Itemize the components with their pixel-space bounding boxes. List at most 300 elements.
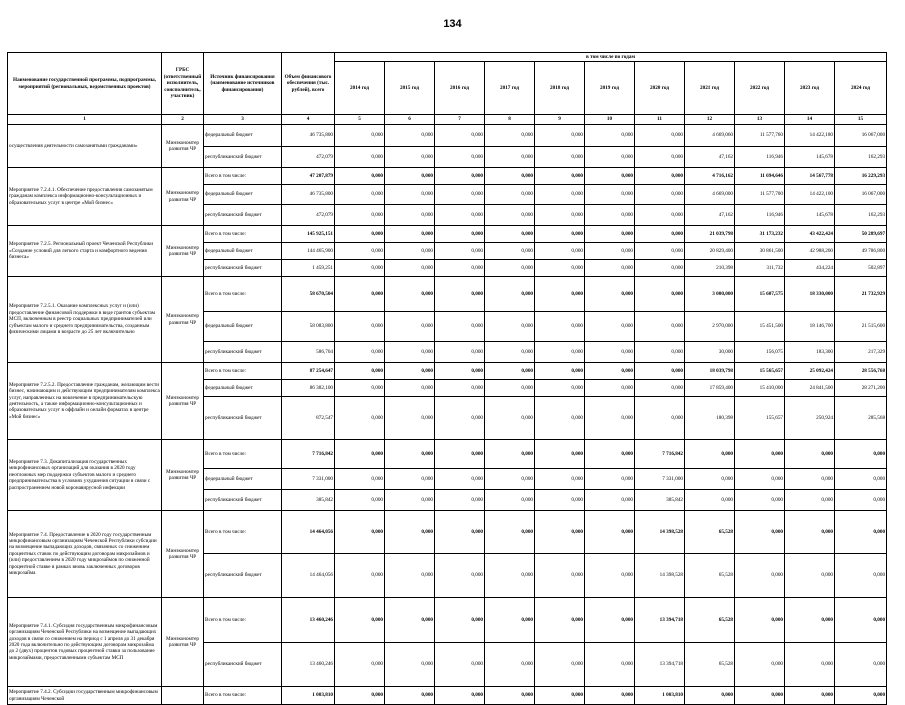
year-value-cell: 21 732,929 — [835, 277, 887, 312]
column-number: 5 — [335, 115, 385, 125]
year-value-cell: 7 716,842 — [635, 440, 685, 469]
total-cell: 385,842 — [282, 490, 335, 511]
year-value-cell: 0,000 — [435, 277, 485, 312]
year-value-cell: 0,000 — [485, 363, 535, 380]
year-value-cell: 0,000 — [735, 440, 785, 469]
column-number: 11 — [635, 115, 685, 125]
year-value-cell: 0,000 — [535, 205, 585, 226]
year-value-cell: 0,000 — [485, 554, 535, 598]
year-value-cell: 0,000 — [385, 312, 435, 342]
year-value-cell: 0,000 — [385, 397, 435, 440]
year-value-cell: 0,000 — [585, 687, 635, 705]
year-value-cell: 16 067,000 — [835, 185, 887, 205]
year-value-cell: 0,000 — [435, 511, 485, 554]
total-cell: 13 460,246 — [282, 643, 335, 687]
year-value-cell: 0,000 — [535, 147, 585, 168]
year-value-cell: 0,000 — [385, 277, 435, 312]
year-value-cell: 0,000 — [435, 125, 485, 147]
column-number: 2 — [162, 115, 204, 125]
year-value-cell: 0,000 — [335, 312, 385, 342]
year-value-cell: 28 556,768 — [835, 363, 887, 380]
year-value-cell: 0,000 — [835, 511, 887, 554]
funding-source-cell: Всего в том числе: — [204, 363, 282, 380]
year-value-cell: 0,000 — [385, 380, 435, 397]
total-cell: 14 464,056 — [282, 511, 335, 554]
year-value-cell: 0,000 — [335, 185, 385, 205]
year-value-cell: 0,000 — [485, 147, 535, 168]
year-value-cell: 0,000 — [635, 185, 685, 205]
year-value-cell: 18 039,798 — [685, 363, 735, 380]
year-value-cell: 0,000 — [335, 554, 385, 598]
year-value-cell: 14 422,180 — [785, 125, 835, 147]
year-value-cell: 0,000 — [835, 687, 887, 705]
total-cell: 7 716,842 — [282, 440, 335, 469]
funding-source-cell: федеральный бюджет — [204, 125, 282, 147]
funding-source-cell: республиканский бюджет — [204, 342, 282, 363]
grbs-cell: Минэкономтер развития ЧР — [162, 363, 204, 440]
header-program: Наименование государственной программы, подпрограммы, мероприятий (региональных, ведомственных проектов) — [8, 53, 162, 115]
year-value-cell: 16 067,000 — [835, 125, 887, 147]
year-value-cell: 0,000 — [535, 363, 585, 380]
total-cell: 7 331,000 — [282, 469, 335, 490]
total-cell: 46 735,800 — [282, 185, 335, 205]
year-value-cell: 0,000 — [435, 260, 485, 277]
year-value-cell: 0,000 — [385, 643, 435, 687]
table-row — [8, 277, 887, 312]
table-row — [8, 440, 887, 469]
column-number: 1 — [8, 115, 162, 125]
year-value-cell: 0,000 — [685, 490, 735, 511]
program-name-cell: осуществления деятельности самозанятыми гражданами» — [8, 125, 162, 168]
year-value-cell: 0,000 — [535, 598, 585, 643]
year-value-cell: 0,000 — [485, 226, 535, 243]
year-value-cell: 162,293 — [835, 205, 887, 226]
year-value-cell: 0,000 — [635, 277, 685, 312]
program-name-cell: Мероприятие 7.2.5.1. Оказание комплексных услуг и (или) предоставление финансовой поддержки в виде грантов субъектам МСП, включенным в реестр социальных предпринимателей или субъектам малого и среднего предпринимательства, созданным физическими лицами в возрасте до 25 лет включительно — [8, 277, 162, 363]
year-value-cell: 43 422,424 — [785, 226, 835, 243]
year-value-cell: 0,000 — [635, 243, 685, 260]
header-year: 2022 год — [735, 62, 785, 115]
total-cell: 47 207,879 — [282, 168, 335, 185]
year-value-cell: 0,000 — [485, 511, 535, 554]
year-value-cell: 65,528 — [685, 554, 735, 598]
year-value-cell: 156,075 — [735, 342, 785, 363]
year-value-cell: 14 398,528 — [635, 554, 685, 598]
year-value-cell: 4 716,162 — [685, 168, 735, 185]
program-name-cell: Мероприятие 7.4.2. Субсидии государственным микрофинансовым организациям Чеченской — [8, 687, 162, 705]
year-value-cell: 0,000 — [835, 598, 887, 643]
year-value-cell: 0,000 — [385, 185, 435, 205]
year-value-cell: 0,000 — [485, 185, 535, 205]
year-value-cell: 217,329 — [835, 342, 887, 363]
total-cell: 13 460,246 — [282, 598, 335, 643]
year-value-cell: 0,000 — [485, 243, 535, 260]
year-value-cell: 0,000 — [385, 125, 435, 147]
year-value-cell: 3 000,000 — [685, 277, 735, 312]
year-value-cell: 0,000 — [835, 469, 887, 490]
column-number: 9 — [535, 115, 585, 125]
year-value-cell: 0,000 — [785, 511, 835, 554]
year-value-cell: 0,000 — [635, 312, 685, 342]
grbs-cell: Минэкономтер развития ЧР — [162, 125, 204, 168]
funding-source-cell: республиканский бюджет — [204, 490, 282, 511]
year-value-cell: 4 669,000 — [685, 185, 735, 205]
year-value-cell: 0,000 — [385, 168, 435, 185]
grbs-cell: Минэкономтер развития ЧР — [162, 598, 204, 687]
year-value-cell: 0,000 — [535, 312, 585, 342]
year-value-cell: 17 859,400 — [685, 380, 735, 397]
year-value-cell: 116,946 — [735, 147, 785, 168]
year-value-cell: 0,000 — [485, 342, 535, 363]
total-cell: 58 083,800 — [282, 312, 335, 342]
grbs-cell: Минэкономтер развития ЧР — [162, 226, 204, 277]
year-value-cell: 15 607,575 — [735, 277, 785, 312]
year-value-cell: 502,897 — [835, 260, 887, 277]
year-value-cell: 0,000 — [385, 243, 435, 260]
year-value-cell: 0,000 — [585, 312, 635, 342]
year-value-cell: 15 451,500 — [735, 312, 785, 342]
year-value-cell: 285,568 — [835, 397, 887, 440]
year-value-cell: 0,000 — [585, 125, 635, 147]
year-value-cell: 0,000 — [735, 598, 785, 643]
year-value-cell: 0,000 — [585, 469, 635, 490]
year-value-cell: 0,000 — [585, 363, 635, 380]
year-value-cell: 155,657 — [735, 397, 785, 440]
year-value-cell: 0,000 — [535, 511, 585, 554]
program-name-cell: Мероприятие 7.2.5.2. Предоставление гражданам, желающим вести бизнес, начинающим и действующим предпринимателям комплекса услуг, направленных на вовлечение в предпринимательскую деятельность, а также информационно-консультационных и образовательных услуг в оффлайн и онлайн форматах в центре «Мой бизнес» — [8, 363, 162, 440]
year-value-cell: 0,000 — [585, 226, 635, 243]
year-value-cell: 0,000 — [435, 490, 485, 511]
header-year: 2016 год — [435, 62, 485, 115]
table-row — [8, 363, 887, 380]
year-value-cell: 0,000 — [535, 125, 585, 147]
year-value-cell: 0,000 — [635, 363, 685, 380]
year-value-cell: 0,000 — [585, 243, 635, 260]
table-row — [8, 687, 887, 705]
year-value-cell: 0,000 — [385, 260, 435, 277]
year-value-cell: 0,000 — [485, 205, 535, 226]
year-value-cell: 0,000 — [635, 168, 685, 185]
year-value-cell: 65,528 — [685, 511, 735, 554]
year-value-cell: 0,000 — [785, 490, 835, 511]
table-row — [8, 598, 887, 643]
year-value-cell: 0,000 — [635, 342, 685, 363]
year-value-cell: 210,398 — [685, 260, 735, 277]
year-value-cell: 0,000 — [435, 643, 485, 687]
year-value-cell: 0,000 — [635, 260, 685, 277]
year-value-cell: 14 422,100 — [785, 185, 835, 205]
year-value-cell: 0,000 — [735, 687, 785, 705]
total-cell: 472,079 — [282, 205, 335, 226]
year-value-cell: 0,000 — [735, 643, 785, 687]
header-year: 2017 год — [485, 62, 535, 115]
year-value-cell: 24 841,500 — [785, 380, 835, 397]
year-value-cell: 0,000 — [435, 598, 485, 643]
year-value-cell: 0,000 — [435, 185, 485, 205]
year-value-cell: 0,000 — [335, 440, 385, 469]
year-value-cell: 15 565,657 — [735, 363, 785, 380]
year-value-cell: 0,000 — [635, 226, 685, 243]
total-cell: 872,547 — [282, 397, 335, 440]
budget-table — [7, 52, 887, 705]
year-value-cell: 0,000 — [335, 342, 385, 363]
column-number: 10 — [585, 115, 635, 125]
table-row — [8, 511, 887, 554]
year-value-cell: 0,000 — [635, 147, 685, 168]
year-value-cell: 0,000 — [585, 511, 635, 554]
year-value-cell: 28 271,200 — [835, 380, 887, 397]
year-value-cell: 0,000 — [785, 469, 835, 490]
year-value-cell: 0,000 — [485, 440, 535, 469]
funding-source-cell: Всего в том числе: — [204, 440, 282, 469]
year-value-cell: 20 829,400 — [685, 243, 735, 260]
year-value-cell: 0,000 — [485, 687, 535, 705]
year-value-cell: 0,000 — [585, 205, 635, 226]
grbs-cell: Минэкономтер развития ЧР — [162, 511, 204, 598]
year-value-cell: 0,000 — [585, 554, 635, 598]
column-number: 3 — [204, 115, 282, 125]
year-value-cell: 0,000 — [485, 397, 535, 440]
year-value-cell: 2 970,000 — [685, 312, 735, 342]
year-value-cell: 0,000 — [385, 554, 435, 598]
funding-source-cell: федеральный бюджет — [204, 243, 282, 260]
total-cell: 46 735,800 — [282, 125, 335, 147]
year-value-cell: 0,000 — [535, 380, 585, 397]
year-value-cell: 0,000 — [335, 147, 385, 168]
total-cell: 145 925,151 — [282, 226, 335, 243]
year-value-cell: 0,000 — [485, 380, 535, 397]
total-cell: 144 465,900 — [282, 243, 335, 260]
year-value-cell: 183,300 — [785, 342, 835, 363]
year-value-cell: 0,000 — [585, 168, 635, 185]
year-value-cell: 0,000 — [535, 469, 585, 490]
header-by-year: в том числе по годам — [335, 53, 887, 62]
program-name-cell: Мероприятие 7.2.5. Региональный проект Чеченской Республики «Создание условий для легкого старта и комфортного ведения бизнеса» — [8, 226, 162, 277]
year-value-cell: 0,000 — [685, 469, 735, 490]
total-cell: 586,704 — [282, 342, 335, 363]
year-value-cell: 0,000 — [735, 511, 785, 554]
header-year: 2021 год — [685, 62, 735, 115]
header-year: 2024 год — [835, 62, 887, 115]
total-cell: 1 459,251 — [282, 260, 335, 277]
funding-source-cell: республиканский бюджет — [204, 397, 282, 440]
year-value-cell: 0,000 — [335, 490, 385, 511]
header-year: 2020 год — [635, 62, 685, 115]
total-cell: 1 003,810 — [282, 687, 335, 705]
year-value-cell: 0,000 — [535, 168, 585, 185]
year-value-cell: 0,000 — [335, 643, 385, 687]
year-value-cell: 65,528 — [685, 643, 735, 687]
year-value-cell: 16 229,293 — [835, 168, 887, 185]
year-value-cell: 1 003,810 — [635, 687, 685, 705]
year-value-cell: 0,000 — [685, 440, 735, 469]
year-value-cell: 0,000 — [535, 277, 585, 312]
year-value-cell: 0,000 — [835, 554, 887, 598]
column-number: 13 — [735, 115, 785, 125]
column-number: 6 — [385, 115, 435, 125]
year-value-cell: 14 398,528 — [635, 511, 685, 554]
year-value-cell: 0,000 — [335, 363, 385, 380]
year-value-cell: 7 331,000 — [635, 469, 685, 490]
total-cell: 472,079 — [282, 147, 335, 168]
funding-source-cell: Всего в том числе: — [204, 598, 282, 643]
year-value-cell: 0,000 — [385, 687, 435, 705]
header-year: 2014 год — [335, 62, 385, 115]
year-value-cell: 0,000 — [485, 125, 535, 147]
year-value-cell: 0,000 — [435, 243, 485, 260]
funding-source-cell: республиканский бюджет — [204, 147, 282, 168]
year-value-cell: 0,000 — [635, 205, 685, 226]
year-value-cell: 0,000 — [585, 260, 635, 277]
page-number: 134 — [443, 18, 462, 30]
year-value-cell: 0,000 — [535, 643, 585, 687]
total-cell: 87 254,647 — [282, 363, 335, 380]
year-value-cell: 0,000 — [335, 226, 385, 243]
year-value-cell: 0,000 — [335, 277, 385, 312]
year-value-cell: 15 410,000 — [735, 380, 785, 397]
header-year: 2019 год — [585, 62, 635, 115]
year-value-cell: 0,000 — [435, 205, 485, 226]
year-value-cell: 385,842 — [635, 490, 685, 511]
year-value-cell: 0,000 — [535, 490, 585, 511]
year-value-cell: 0,000 — [485, 168, 535, 185]
year-value-cell: 0,000 — [335, 397, 385, 440]
column-number: 4 — [282, 115, 335, 125]
column-number: 15 — [835, 115, 887, 125]
year-value-cell: 0,000 — [335, 243, 385, 260]
year-value-cell: 0,000 — [785, 598, 835, 643]
year-value-cell: 0,000 — [835, 440, 887, 469]
year-value-cell: 0,000 — [335, 511, 385, 554]
year-value-cell: 0,000 — [385, 226, 435, 243]
year-value-cell: 21 515,600 — [835, 312, 887, 342]
year-value-cell: 0,000 — [835, 643, 887, 687]
funding-source-cell: республиканский бюджет — [204, 554, 282, 598]
year-value-cell: 65,528 — [685, 598, 735, 643]
table-row — [8, 226, 887, 243]
year-value-cell: 0,000 — [585, 342, 635, 363]
year-value-cell: 0,000 — [385, 342, 435, 363]
year-value-cell: 0,000 — [785, 687, 835, 705]
grbs-cell: Минэкономтер развития ЧР — [162, 277, 204, 363]
year-value-cell: 0,000 — [485, 260, 535, 277]
year-value-cell: 31 173,232 — [735, 226, 785, 243]
year-value-cell: 0,000 — [635, 125, 685, 147]
column-number: 14 — [785, 115, 835, 125]
column-number: 12 — [685, 115, 735, 125]
year-value-cell: 0,000 — [435, 168, 485, 185]
year-value-cell: 0,000 — [385, 598, 435, 643]
year-value-cell: 50 289,697 — [835, 226, 887, 243]
year-value-cell: 0,000 — [785, 554, 835, 598]
year-value-cell: 0,000 — [385, 147, 435, 168]
year-value-cell: 30,000 — [685, 342, 735, 363]
year-value-cell: 0,000 — [335, 125, 385, 147]
year-value-cell: 0,000 — [535, 397, 585, 440]
funding-source-cell: республиканский бюджет — [204, 205, 282, 226]
year-value-cell: 116,946 — [735, 205, 785, 226]
year-value-cell: 0,000 — [735, 469, 785, 490]
year-value-cell: 0,000 — [585, 380, 635, 397]
year-value-cell: 250,924 — [785, 397, 835, 440]
year-value-cell: 434,224 — [785, 260, 835, 277]
table-row — [8, 125, 887, 147]
funding-source-cell: республиканский бюджет — [204, 260, 282, 277]
year-value-cell: 0,000 — [585, 440, 635, 469]
year-value-cell: 0,000 — [435, 469, 485, 490]
year-value-cell: 0,000 — [435, 440, 485, 469]
header-year: 2015 год — [385, 62, 435, 115]
year-value-cell: 0,000 — [535, 260, 585, 277]
header-year: 2023 год — [785, 62, 835, 115]
funding-source-cell: Всего в том числе: — [204, 277, 282, 312]
year-value-cell: 0,000 — [585, 397, 635, 440]
year-value-cell: 25 092,424 — [785, 363, 835, 380]
funding-source-cell: Всего в том числе: — [204, 168, 282, 185]
year-value-cell: 18 146,700 — [785, 312, 835, 342]
total-cell: 86 382,100 — [282, 380, 335, 397]
year-value-cell: 0,000 — [335, 687, 385, 705]
program-name-cell: Мероприятие 7.2.4.1. Обеспечение предоставления самозанятым гражданам комплекса информационно-консультационных и образовательных услуг в центре «Мой бизнес» — [8, 168, 162, 226]
year-value-cell: 42 988,200 — [785, 243, 835, 260]
year-value-cell: 0,000 — [435, 380, 485, 397]
year-value-cell: 21 039,798 — [685, 226, 735, 243]
header-volume: Объем финансового обеспечения (тыс. рублей), всего — [282, 53, 335, 115]
year-value-cell: 0,000 — [485, 277, 535, 312]
year-value-cell: 0,000 — [335, 598, 385, 643]
year-value-cell: 162,293 — [835, 147, 887, 168]
grbs-cell: Минэкономтер развития ЧР — [162, 440, 204, 511]
funding-source-cell: Всего в том числе: — [204, 687, 282, 705]
header-source: Источник финансирования (наименование источников финансирования) — [204, 53, 282, 115]
program-name-cell: Мероприятие 7.4.1. Субсидия государственным микрофинансовым организациям Чеченской Республики на возмещение выпадающих доходов в связи со снижением на период с 1 апреля до 31 декабря 2020 года включительно по действующим договорам микрозайма до 2 (двух) процентов годовых процентной ставки за пользование микрозаймами, предоставленными субъектам МСП — [8, 598, 162, 687]
year-value-cell: 0,000 — [435, 363, 485, 380]
year-value-cell: 145,678 — [785, 205, 835, 226]
year-value-cell: 0,000 — [385, 205, 435, 226]
funding-source-cell: федеральный бюджет — [204, 380, 282, 397]
column-number: 8 — [485, 115, 535, 125]
year-value-cell: 49 786,800 — [835, 243, 887, 260]
funding-source-cell: федеральный бюджет — [204, 312, 282, 342]
year-value-cell: 0,000 — [485, 598, 535, 643]
funding-source-cell: федеральный бюджет — [204, 469, 282, 490]
year-value-cell: 0,000 — [435, 554, 485, 598]
year-value-cell: 0,000 — [785, 643, 835, 687]
program-name-cell: Мероприятие 7.3. Докапитализация государственных микрофинансовых организаций для оказания в 2020 году неотложных мер поддержки субъектов малого и среднего предпринимательства в условиях ухудшения ситуации в связи с распространением новой коронавирусной инфекции — [8, 440, 162, 511]
year-value-cell: 13 394,718 — [635, 598, 685, 643]
year-value-cell: 0,000 — [385, 469, 435, 490]
year-value-cell: 0,000 — [335, 469, 385, 490]
header-grbs: ГРБС (ответственный исполнитель, соисполнитель, участник) — [162, 53, 204, 115]
year-value-cell: 0,000 — [585, 490, 635, 511]
year-value-cell: 0,000 — [335, 260, 385, 277]
year-value-cell: 0,000 — [485, 469, 535, 490]
column-number: 7 — [435, 115, 485, 125]
year-value-cell: 0,000 — [835, 490, 887, 511]
year-value-cell: 47,162 — [685, 147, 735, 168]
year-value-cell: 0,000 — [485, 643, 535, 687]
grbs-cell: Минэкономтер развития ЧР — [162, 168, 204, 226]
year-value-cell: 0,000 — [535, 440, 585, 469]
year-value-cell: 0,000 — [435, 397, 485, 440]
total-cell: 14 464,056 — [282, 554, 335, 598]
year-value-cell: 0,000 — [435, 147, 485, 168]
year-value-cell: 311,732 — [735, 260, 785, 277]
year-value-cell: 0,000 — [435, 687, 485, 705]
year-value-cell: 0,000 — [335, 380, 385, 397]
year-value-cell: 0,000 — [635, 380, 685, 397]
program-name-cell: Мероприятие 7.4. Предоставление в 2020 году государственным микрофинансовым организациям Чеченской Республики субсидии на возмещение выпадающих доходов, связанных со снижением процентных ставок по действующим договорам микрозаймов и (или) предоставлением в 2020 году микрозаймов по сниженной процентной ставке в рамках вновь заключенных договоров микрозайма — [8, 511, 162, 598]
